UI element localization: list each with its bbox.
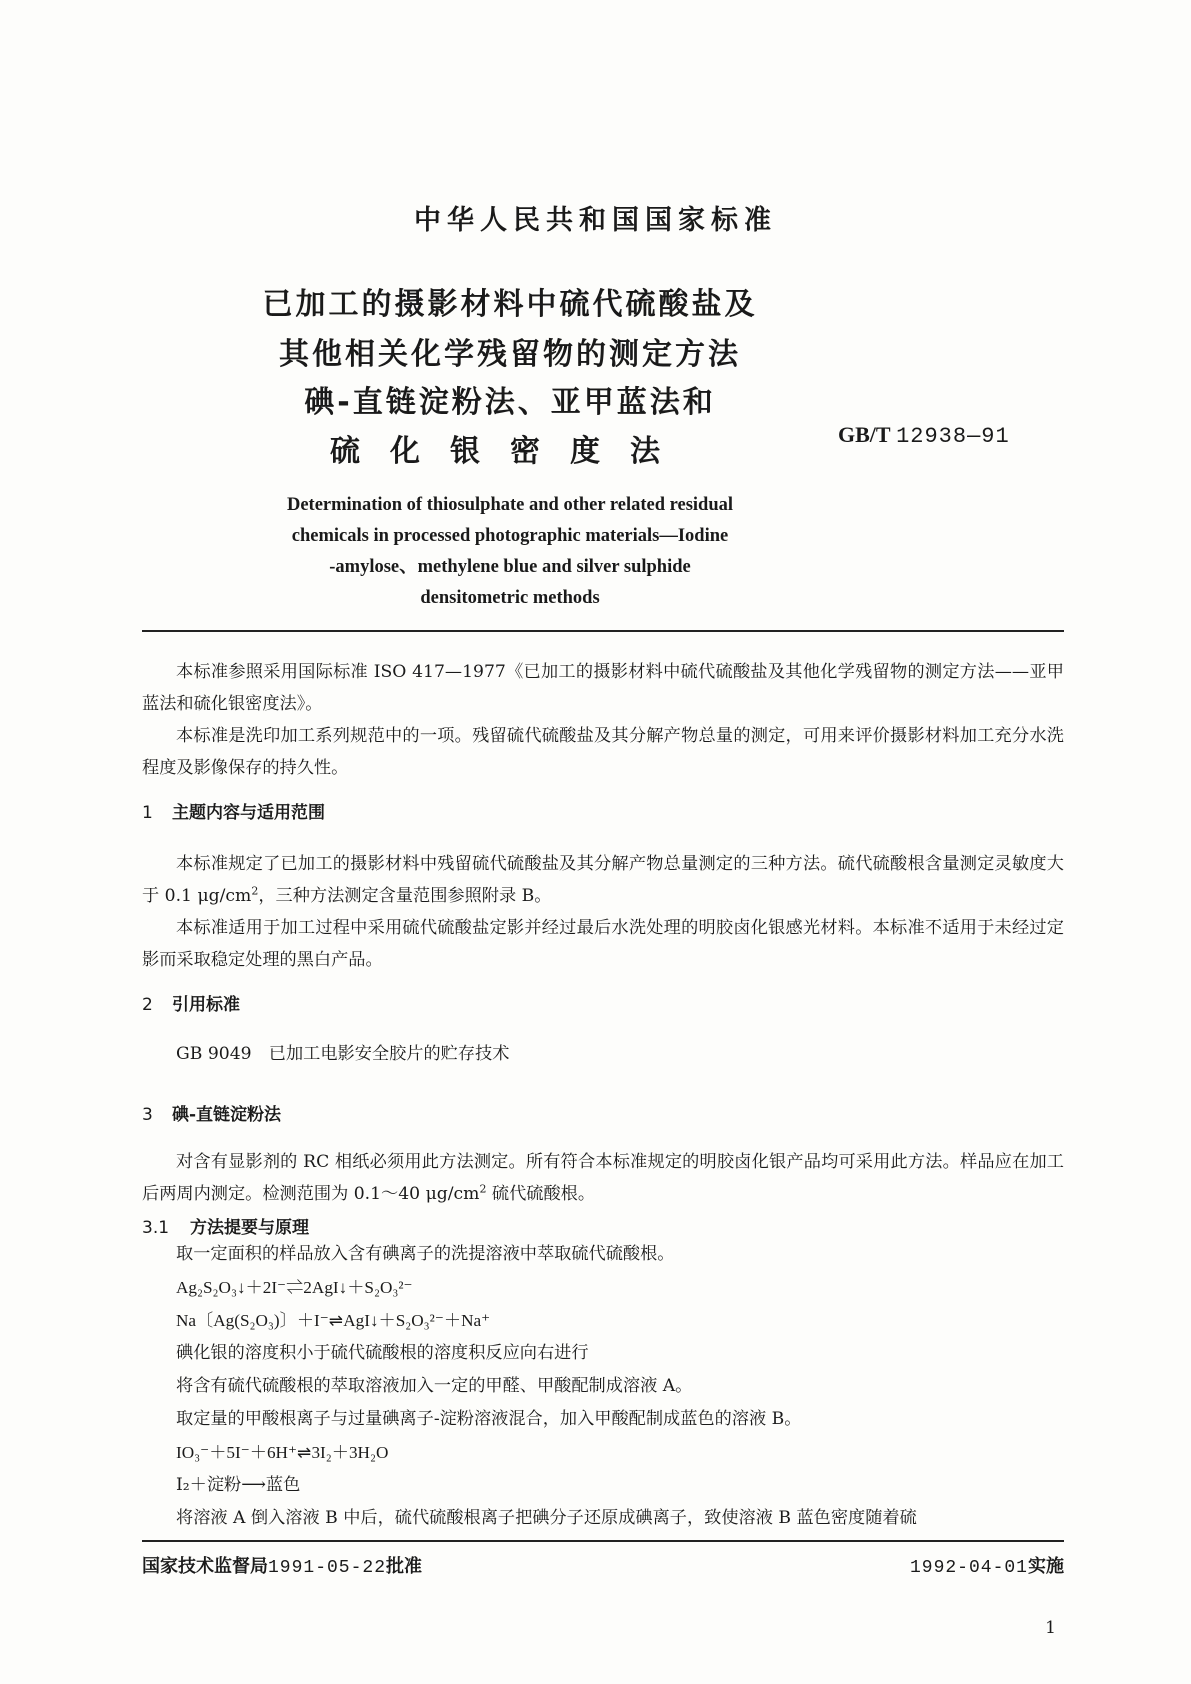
section-1-number: 1 <box>142 803 153 823</box>
principle-line-1: 取一定面积的样品放入含有碘离子的洗提溶液中萃取硫代硫酸根。 <box>176 1244 675 1264</box>
principle-line-3: 将含有硫代硫酸根的萃取溶液加入一定的甲醛、甲酸配制成溶液 A。 <box>176 1376 693 1396</box>
section-3-heading <box>142 1100 281 1125</box>
standard-code <box>838 422 1010 449</box>
section-2-title: 引用标准 <box>172 995 240 1015</box>
implementation-info <box>910 1552 1064 1578</box>
intro-paragraph-2: 本标准是洗印加工系列规范中的一项。残留硫代硫酸盐及其分解产物总量的测定，可用来评价摄影材料加工充分水洗程度及影像保存的持久性。 <box>142 726 1064 778</box>
equation-1: Ag₂S₂O₃↓＋2I⁻⇌2AgI↓＋S₂O₃²⁻ <box>176 1278 413 1297</box>
title-en-line-1: Determination of thiosulphate and other related residual <box>286 495 734 515</box>
intro-paragraph-1: 本标准参照采用国际标准 ISO 417—1977《已加工的摄影材料中硫代硫酸盐及其他化学残留物的测定方法——亚甲蓝法和硫化银密度法》。 <box>142 662 1064 714</box>
equation-4: I₂＋淀粉⟶蓝色 <box>176 1475 301 1495</box>
title-cn-line-2: 其他相关化学残留物的测定方法 <box>279 337 741 372</box>
title-en-line-2: chemicals in processed photographic materials—Iodine <box>291 526 729 546</box>
standard-code-prefix: GB/T <box>838 422 891 447</box>
section-3-1-title: 方法提要与原理 <box>190 1218 309 1238</box>
section-1-title: 主题内容与适用范围 <box>172 803 325 823</box>
section-2-heading <box>142 990 240 1015</box>
national-standard-heading: 中华人民共和国国家标准 <box>414 205 777 236</box>
standard-code-number: 12938—91 <box>896 424 1010 449</box>
title-en-line-3: -amylose、methylene blue and silver sulphide <box>329 557 691 577</box>
section-2-number: 2 <box>142 995 153 1015</box>
header-divider <box>142 630 1064 632</box>
approver: 国家技术监督局 <box>142 1556 268 1577</box>
section-3-paragraph: 对含有显影剂的 RC 相纸必须用此方法测定。所有符合本标准规定的明胶卤化银产品均可采用此方法。样品应在加工后两周内测定。检测范围为 0.1～40 $\mu g/cm^2$ 硫代硫酸根。 <box>142 1152 1064 1204</box>
implementation-date: 1992-04-01 <box>909 1558 1028 1578</box>
principle-line-2: 碘化银的溶度积小于硫代硫酸根的溶度积反应向右进行 <box>176 1343 589 1363</box>
equation-3: IO₃⁻＋5I⁻＋6H⁺⇌3I₂＋3H₂O <box>176 1443 389 1462</box>
section-3-number: 3 <box>142 1105 153 1125</box>
approval-date: 1991-05-22 <box>268 1558 387 1578</box>
implementation-label: 实施 <box>1028 1556 1064 1577</box>
equation-2: Na〔Ag(S₂O₃)〕＋I⁻⇌AgI↓＋S₂O₃²⁻＋Na⁺ <box>176 1311 491 1330</box>
approval-label: 批准 <box>386 1556 423 1577</box>
approval-info <box>142 1552 422 1578</box>
title-cn-line-3: 碘-直链淀粉法、亚甲蓝法和 <box>304 385 716 420</box>
principle-line-5: 将溶液 A 倒入溶液 B 中后，硫代硫酸根离子把碘分子还原成碘离子，致使溶液 B 蓝色密度随着硫 <box>176 1508 917 1528</box>
page-number: 1 <box>1045 1618 1056 1638</box>
section-3-1-heading <box>142 1213 309 1238</box>
footer-divider <box>142 1540 1064 1542</box>
section-3-title: 碘-直链淀粉法 <box>172 1105 282 1125</box>
title-cn-line-4: 硫化银密度法 <box>330 434 690 469</box>
section-1-heading <box>142 798 325 823</box>
section-2-reference: GB 9049 已加工电影安全胶片的贮存技术 <box>176 1044 510 1064</box>
section-1-paragraph-1: 本标准规定了已加工的摄影材料中残留硫代硫酸盐及其分解产物总量测定的三种方法。硫代硫酸根含量测定灵敏度大于 0.1 $\mu g/cm^2$，三种方法测定含量范围参照附录 B。 <box>142 854 1064 906</box>
section-3-1-number: 3.1 <box>142 1218 170 1238</box>
title-en-line-4: densitometric methods <box>420 588 600 608</box>
section-1-paragraph-2: 本标准适用于加工过程中采用硫代硫酸盐定影并经过最后水洗处理的明胶卤化银感光材料。本标准不适用于未经过定影而采取稳定处理的黑白产品。 <box>142 918 1064 970</box>
title-cn-line-1: 已加工的摄影材料中硫代硫酸盐及 <box>262 287 758 322</box>
principle-line-4: 取定量的甲酸根离子与过量碘离子-淀粉溶液混合，加入甲酸配制成蓝色的溶液 B。 <box>176 1409 802 1429</box>
